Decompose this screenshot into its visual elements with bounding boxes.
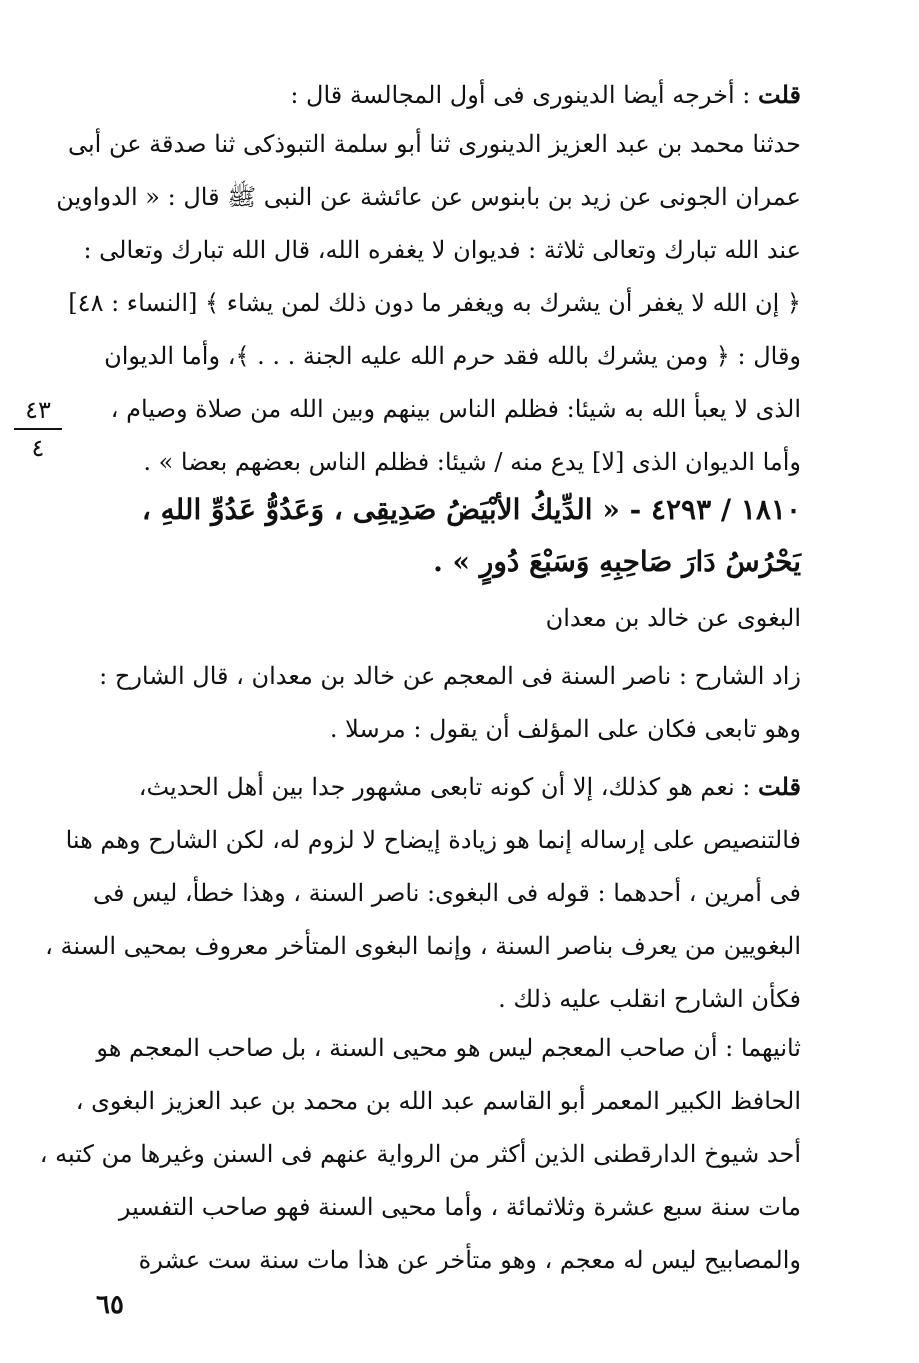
- text-line: البغويين من يعرف بناصر السنة ، وإنما البغوى المتأخر معروف بمحيى السنة ،: [45, 932, 801, 960]
- keyword-qultu: قلت: [758, 772, 801, 801]
- text-line: الذى لا يعبأ الله به شيئا: فظلم الناس بينهم وبين الله من صلاة وصيام ،: [110, 395, 801, 423]
- text-line: عند الله تبارك وتعالى ثلاثة : فديوان لا يغفره الله، قال الله تبارك وتعالى :: [83, 236, 801, 264]
- text-line: الحافظ الكبير المعمر أبو القاسم عبد الله بن محمد بن عبد العزيز البغوى ،: [75, 1087, 801, 1115]
- hadith-line: ١٨١٠ / ٤٢٩٣ - « الدِّيكُ الأبْيَضُ صَدِيقِى ، وَعَدُوُّ عَدُوِّ اللهِ ،: [141, 493, 801, 526]
- text-line: وقال : ﴿ ومن يشرك بالله فقد حرم الله عليه الجنة . . . ﴾، وأما الديوان: [104, 342, 801, 370]
- text-line: البغوى عن خالد بن معدان: [545, 604, 801, 632]
- paragraph-hadith-heading: [111, 484, 801, 588]
- margin-page-number: ٤: [31, 434, 45, 462]
- hadith-line: يَحْرُسُ دَارَ صَاحِبِهِ وَسَبْعَ دُورٍ » .: [433, 545, 801, 578]
- text-line: والمصابيح ليس له معجم ، وهو متأخر عن هذا مات سنة ست عشرة: [138, 1246, 801, 1274]
- text-line: مات سنة سبع عشرة وثلاثمائة ، وأما محيى السنة فهو صاحب التفسير: [118, 1193, 801, 1221]
- paragraph-second-point: [39, 1022, 801, 1287]
- text-line: وأما الديوان الذى [لا] يدع منه / شيئا: فظلم الناس بعضهم بعضا » .: [143, 448, 801, 476]
- text-line: وهو تابعى فكان على المؤلف أن يقول : مرسلا .: [329, 715, 801, 743]
- paragraph-source: [111, 592, 801, 645]
- text-line: ثانيهما : أن صاحب المعجم ليس هو محيى السنة ، بل صاحب المعجم هو: [96, 1034, 801, 1062]
- text-line: أحد شيوخ الدارقطنى الذين أكثر من الرواية عنهم فى السنن وغيرها من كتبه ،: [39, 1140, 801, 1168]
- text-line: حدثنا محمد بن عبد العزيز الدينورى ثنا أبو سلمة التبوذكى ثنا صدقة عن أبى: [67, 130, 801, 158]
- paragraph-qultu-two: [45, 760, 801, 1026]
- text-line: قلت : نعم هو كذلك، إلا أن كونه تابعى مشهور جدا بين أهل الحديث،: [138, 772, 801, 801]
- paragraph-isnad: [56, 118, 801, 489]
- paragraph-intro: [111, 68, 801, 122]
- text-line: فكأن الشارح انقلب عليه ذلك .: [498, 985, 801, 1013]
- paragraph-sharih: [99, 650, 801, 756]
- text-line: ﴿ إن الله لا يغفر أن يشرك به ويغفر ما دون ذلك لمن يشاء ﴾ [النساء : ٤٨]: [68, 289, 801, 317]
- text-line: قلت : أخرجه أيضا الدينورى فى أول المجالسة قال :: [290, 80, 801, 109]
- text-line: فى أمرين ، أحدهما : قوله فى البغوى: ناصر السنة ، وهذا خطأ، ليس فى: [93, 879, 801, 907]
- margin-reference: [14, 396, 62, 462]
- page-number: ٦٥: [96, 1290, 124, 1320]
- keyword-qultu: قلت: [758, 80, 801, 109]
- margin-divider: [14, 428, 62, 430]
- margin-volume-number: ٤٣: [25, 396, 51, 424]
- text-line: عمران الجونى عن زيد بن بابنوس عن عائشة عن النبى ﷺ قال : « الدواوين: [56, 183, 801, 211]
- text-line: زاد الشارح : ناصر السنة فى المعجم عن خالد بن معدان ، قال الشارح :: [99, 662, 801, 690]
- text-line: فالتنصيص على إرساله إنما هو زيادة إيضاح لا لزوم له، لكن الشارح وهم هنا: [65, 826, 801, 854]
